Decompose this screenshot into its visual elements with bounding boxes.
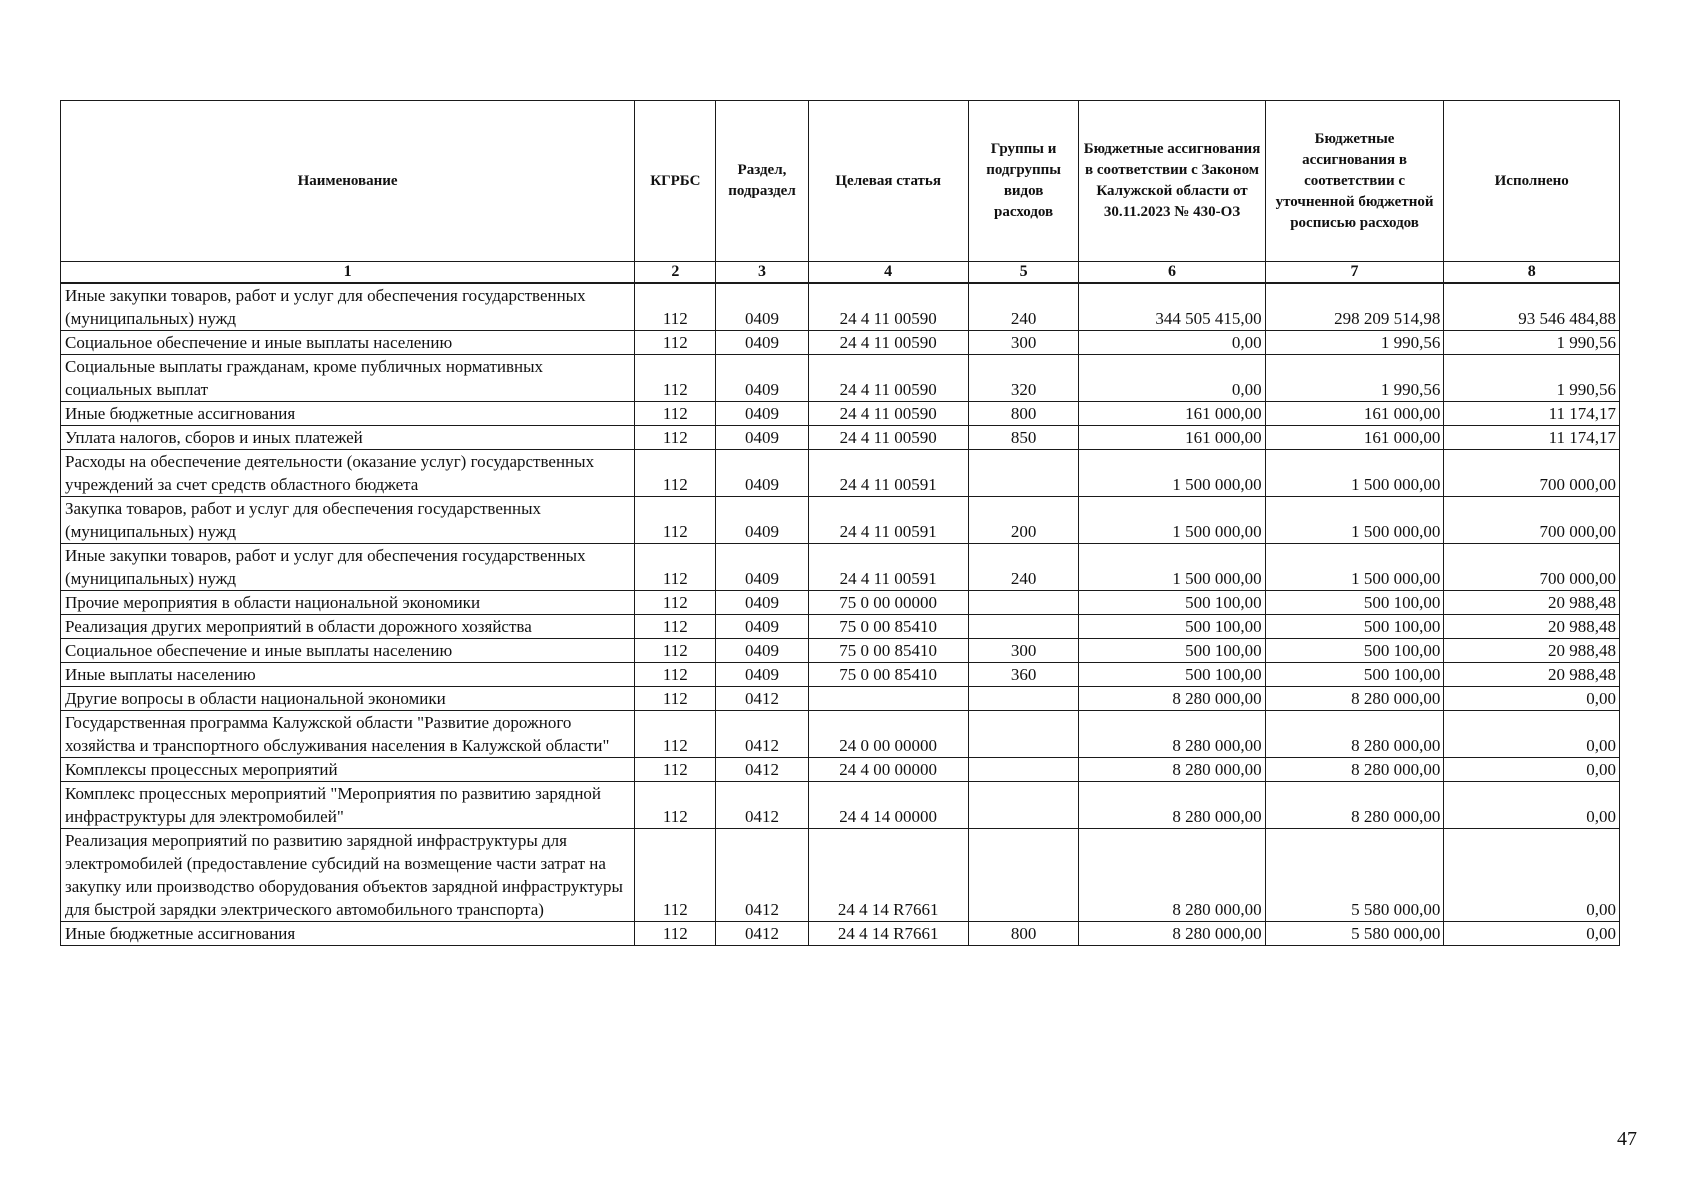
law-allocation-cell: 8 280 000,00 [1079,758,1265,782]
razdel-cell: 0409 [716,497,808,544]
law-allocation-cell: 161 000,00 [1079,402,1265,426]
target-article-cell: 24 4 14 R7661 [808,922,968,946]
column-number: 2 [635,262,716,284]
table-row [61,711,1620,758]
table-row [61,283,1620,331]
column-number: 3 [716,262,808,284]
kgrbs-cell: 112 [635,615,716,639]
kgrbs-cell: 112 [635,829,716,922]
header-expense-group: Группы и подгруппы видов расходов [968,101,1079,262]
target-article-cell: 75 0 00 85410 [808,615,968,639]
row-name-cell: Закупка товаров, работ и услуг для обеспечения государственных (муниципальных) нужд [61,497,635,544]
target-article-cell: 24 4 11 00590 [808,283,968,331]
row-name-cell: Реализация мероприятий по развитию зарядной инфраструктуры для электромобилей (предоставление субсидий на возмещение части затрат на закупку или производство оборудования объектов зарядной инфраструктуры для быстрой зарядки электрического автомобильного транспорта) [61,829,635,922]
expense-group-cell: 320 [968,355,1079,402]
target-article-cell [808,687,968,711]
kgrbs-cell: 112 [635,355,716,402]
table-row [61,782,1620,829]
row-name-cell: Иные закупки товаров, работ и услуг для обеспечения государственных (муниципальных) нужд [61,544,635,591]
column-number: 1 [61,262,635,284]
executed-cell: 1 990,56 [1444,331,1620,355]
refined-allocation-cell: 1 500 000,00 [1265,497,1444,544]
column-number: 6 [1079,262,1265,284]
law-allocation-cell: 8 280 000,00 [1079,829,1265,922]
target-article-cell: 24 4 11 00590 [808,402,968,426]
row-name-cell: Прочие мероприятия в области национальной экономики [61,591,635,615]
refined-allocation-cell: 161 000,00 [1265,426,1444,450]
executed-cell: 20 988,48 [1444,591,1620,615]
expense-group-cell [968,450,1079,497]
refined-allocation-cell: 8 280 000,00 [1265,687,1444,711]
row-name-cell: Расходы на обеспечение деятельности (оказание услуг) государственных учреждений за счет средств областного бюджета [61,450,635,497]
executed-cell: 93 546 484,88 [1444,283,1620,331]
expense-group-cell [968,829,1079,922]
razdel-cell: 0412 [716,758,808,782]
row-name-cell: Другие вопросы в области национальной экономики [61,687,635,711]
executed-cell: 0,00 [1444,782,1620,829]
header-kgrbs: КГРБС [635,101,716,262]
target-article-cell: 24 4 11 00590 [808,426,968,450]
row-name-cell: Иные закупки товаров, работ и услуг для обеспечения государственных (муниципальных) нужд [61,283,635,331]
executed-cell: 700 000,00 [1444,497,1620,544]
header-target-article: Целевая статья [808,101,968,262]
razdel-cell: 0412 [716,782,808,829]
header-razdel: Раздел, подраздел [716,101,808,262]
razdel-cell: 0409 [716,402,808,426]
kgrbs-cell: 112 [635,687,716,711]
kgrbs-cell: 112 [635,782,716,829]
table-row [61,758,1620,782]
razdel-cell: 0409 [716,591,808,615]
target-article-cell: 24 4 14 R7661 [808,829,968,922]
table-row [61,450,1620,497]
expense-group-cell [968,711,1079,758]
law-allocation-cell: 500 100,00 [1079,591,1265,615]
row-name-cell: Комплексы процессных мероприятий [61,758,635,782]
row-name-cell: Социальное обеспечение и иные выплаты населению [61,639,635,663]
row-name-cell: Иные бюджетные ассигнования [61,402,635,426]
law-allocation-cell: 0,00 [1079,355,1265,402]
refined-allocation-cell: 1 500 000,00 [1265,544,1444,591]
expense-group-cell: 300 [968,331,1079,355]
executed-cell: 700 000,00 [1444,450,1620,497]
row-name-cell: Иные выплаты населению [61,663,635,687]
law-allocation-cell: 500 100,00 [1079,663,1265,687]
expense-group-cell: 800 [968,402,1079,426]
executed-cell: 0,00 [1444,711,1620,758]
expense-group-cell: 240 [968,544,1079,591]
table-row [61,426,1620,450]
table-row [61,331,1620,355]
executed-cell: 0,00 [1444,687,1620,711]
table-body [61,283,1620,946]
refined-allocation-cell: 5 580 000,00 [1265,829,1444,922]
kgrbs-cell: 112 [635,426,716,450]
row-name-cell: Комплекс процессных мероприятий "Мероприятия по развитию зарядной инфраструктуры для электромобилей" [61,782,635,829]
razdel-cell: 0412 [716,829,808,922]
expense-group-cell: 240 [968,283,1079,331]
table-row [61,687,1620,711]
table-row [61,615,1620,639]
target-article-cell: 24 4 11 00591 [808,497,968,544]
law-allocation-cell: 161 000,00 [1079,426,1265,450]
kgrbs-cell: 112 [635,544,716,591]
executed-cell: 0,00 [1444,829,1620,922]
refined-allocation-cell: 500 100,00 [1265,663,1444,687]
target-article-cell: 75 0 00 00000 [808,591,968,615]
law-allocation-cell: 8 280 000,00 [1079,922,1265,946]
kgrbs-cell: 112 [635,331,716,355]
column-number-row [61,262,1620,284]
executed-cell: 700 000,00 [1444,544,1620,591]
executed-cell: 20 988,48 [1444,639,1620,663]
razdel-cell: 0412 [716,711,808,758]
table-row [61,497,1620,544]
razdel-cell: 0409 [716,639,808,663]
law-allocation-cell: 1 500 000,00 [1079,544,1265,591]
expense-group-cell: 360 [968,663,1079,687]
law-allocation-cell: 8 280 000,00 [1079,687,1265,711]
razdel-cell: 0412 [716,922,808,946]
table-row [61,402,1620,426]
law-allocation-cell: 0,00 [1079,331,1265,355]
table-row [61,663,1620,687]
executed-cell: 11 174,17 [1444,426,1620,450]
refined-allocation-cell: 8 280 000,00 [1265,758,1444,782]
row-name-cell: Иные бюджетные ассигнования [61,922,635,946]
expense-group-cell [968,758,1079,782]
table-row [61,544,1620,591]
refined-allocation-cell: 1 990,56 [1265,331,1444,355]
expense-group-cell: 300 [968,639,1079,663]
expense-group-cell: 200 [968,497,1079,544]
budget-table-sheet [60,100,1620,946]
refined-allocation-cell: 8 280 000,00 [1265,782,1444,829]
executed-cell: 20 988,48 [1444,663,1620,687]
target-article-cell: 24 4 14 00000 [808,782,968,829]
page-number: 47 [1617,1128,1637,1150]
refined-allocation-cell: 5 580 000,00 [1265,922,1444,946]
kgrbs-cell: 112 [635,450,716,497]
refined-allocation-cell: 500 100,00 [1265,615,1444,639]
refined-allocation-cell: 1 990,56 [1265,355,1444,402]
refined-allocation-cell: 500 100,00 [1265,591,1444,615]
razdel-cell: 0409 [716,615,808,639]
table-row [61,922,1620,946]
header-name: Наименование [61,101,635,262]
expense-group-cell [968,687,1079,711]
executed-cell: 0,00 [1444,758,1620,782]
header-executed: Исполнено [1444,101,1620,262]
executed-cell: 20 988,48 [1444,615,1620,639]
table-row [61,639,1620,663]
refined-allocation-cell: 8 280 000,00 [1265,711,1444,758]
target-article-cell: 75 0 00 85410 [808,663,968,687]
budget-execution-table [60,100,1620,946]
executed-cell: 1 990,56 [1444,355,1620,402]
law-allocation-cell: 1 500 000,00 [1079,497,1265,544]
law-allocation-cell: 8 280 000,00 [1079,711,1265,758]
expense-group-cell [968,782,1079,829]
target-article-cell: 75 0 00 85410 [808,639,968,663]
expense-group-cell [968,591,1079,615]
column-number: 5 [968,262,1079,284]
law-allocation-cell: 500 100,00 [1079,615,1265,639]
law-allocation-cell: 344 505 415,00 [1079,283,1265,331]
kgrbs-cell: 112 [635,591,716,615]
refined-allocation-cell: 500 100,00 [1265,639,1444,663]
header-law-allocations: Бюджетные ассигнования в соответствии с Законом Калужской области от 30.11.2023 № 430-ОЗ [1079,101,1265,262]
kgrbs-cell: 112 [635,711,716,758]
razdel-cell: 0409 [716,355,808,402]
target-article-cell: 24 4 11 00590 [808,331,968,355]
table-row [61,355,1620,402]
target-article-cell: 24 4 11 00591 [808,450,968,497]
kgrbs-cell: 112 [635,402,716,426]
refined-allocation-cell: 298 209 514,98 [1265,283,1444,331]
row-name-cell: Государственная программа Калужской области "Развитие дорожного хозяйства и транспортного обслуживания населения в Калужской области" [61,711,635,758]
razdel-cell: 0409 [716,663,808,687]
razdel-cell: 0412 [716,687,808,711]
executed-cell: 11 174,17 [1444,402,1620,426]
refined-allocation-cell: 1 500 000,00 [1265,450,1444,497]
kgrbs-cell: 112 [635,639,716,663]
razdel-cell: 0409 [716,283,808,331]
razdel-cell: 0409 [716,426,808,450]
law-allocation-cell: 1 500 000,00 [1079,450,1265,497]
law-allocation-cell: 8 280 000,00 [1079,782,1265,829]
executed-cell: 0,00 [1444,922,1620,946]
razdel-cell: 0409 [716,544,808,591]
column-number: 7 [1265,262,1444,284]
razdel-cell: 0409 [716,450,808,497]
target-article-cell: 24 4 11 00591 [808,544,968,591]
table-row [61,591,1620,615]
kgrbs-cell: 112 [635,283,716,331]
expense-group-cell: 850 [968,426,1079,450]
kgrbs-cell: 112 [635,663,716,687]
expense-group-cell: 800 [968,922,1079,946]
target-article-cell: 24 4 11 00590 [808,355,968,402]
column-number: 8 [1444,262,1620,284]
law-allocation-cell: 500 100,00 [1079,639,1265,663]
table-row [61,829,1620,922]
kgrbs-cell: 112 [635,758,716,782]
target-article-cell: 24 4 00 00000 [808,758,968,782]
row-name-cell: Социальное обеспечение и иные выплаты населению [61,331,635,355]
row-name-cell: Реализация других мероприятий в области дорожного хозяйства [61,615,635,639]
row-name-cell: Социальные выплаты гражданам, кроме публичных нормативных социальных выплат [61,355,635,402]
refined-allocation-cell: 161 000,00 [1265,402,1444,426]
expense-group-cell [968,615,1079,639]
kgrbs-cell: 112 [635,922,716,946]
header-refined-allocations: Бюджетные ассигнования в соответствии с уточненной бюджетной росписью расходов [1265,101,1444,262]
target-article-cell: 24 0 00 00000 [808,711,968,758]
column-number: 4 [808,262,968,284]
table-header-row [61,101,1620,262]
kgrbs-cell: 112 [635,497,716,544]
razdel-cell: 0409 [716,331,808,355]
row-name-cell: Уплата налогов, сборов и иных платежей [61,426,635,450]
